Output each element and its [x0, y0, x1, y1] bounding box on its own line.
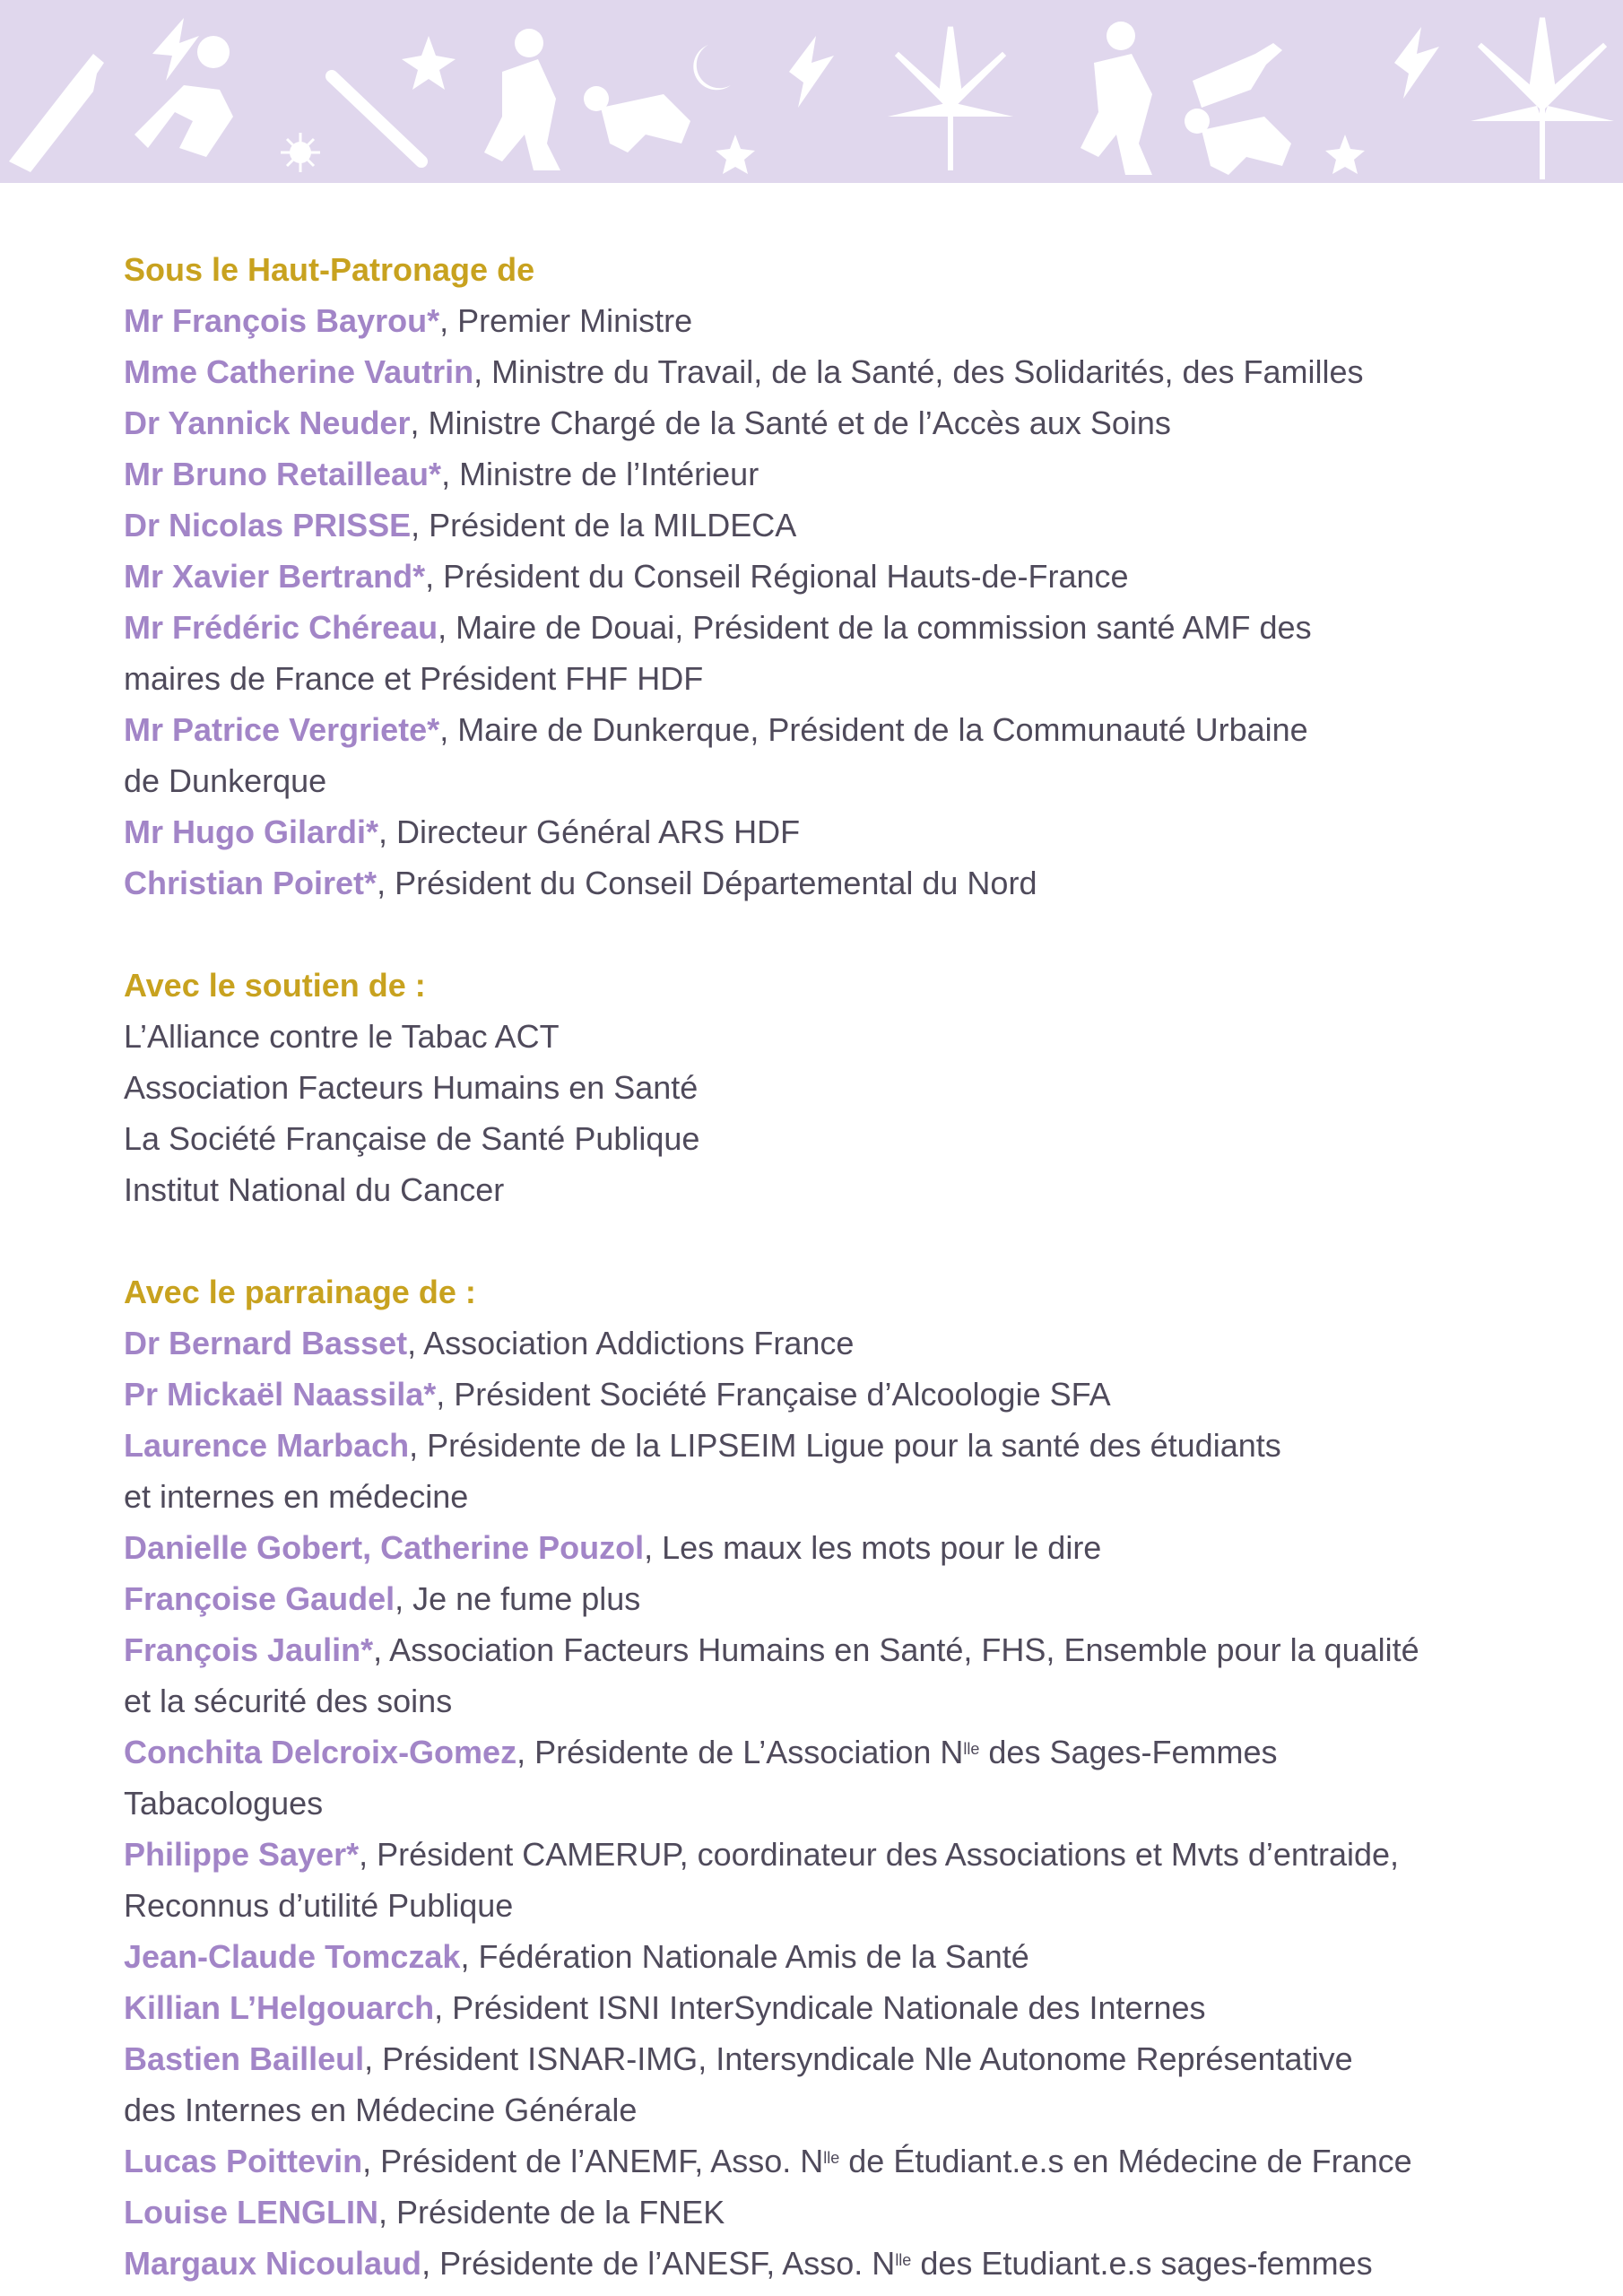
person-name: Mr Xavier Bertrand* — [124, 558, 426, 595]
person-role: , Présidente de l’ANESF, Asso. N — [421, 2245, 896, 2282]
entry-parrainage-14 — [124, 2238, 1523, 2289]
supporter-name: Institut National du Cancer — [124, 1171, 505, 1208]
entry-parrainage-13 — [124, 2187, 1523, 2238]
person-name: Killian L’Helgouarch — [124, 1989, 435, 2026]
person-role: , Président de l’ANEMF, Asso. N — [362, 2143, 824, 2179]
entry-patronage-3 — [124, 397, 1523, 448]
person-name: Bastien Bailleul — [124, 2040, 365, 2077]
supporter-3 — [124, 1113, 1523, 1164]
entry-parrainage-9 — [124, 1931, 1523, 1982]
person-role-continued: et internes en médecine — [124, 1478, 469, 1515]
entry-parrainage-6 — [124, 1624, 1523, 1726]
person-role: , Présidente de la FNEK — [378, 2194, 725, 2231]
superscript-nationale: lle — [823, 2149, 840, 2167]
entry-parrainage-2 — [124, 1369, 1523, 1420]
person-role-end: des Etudiant.e.s sages-femmes — [911, 2245, 1373, 2282]
decorative-banner — [0, 0, 1623, 183]
entry-patronage-9 — [124, 806, 1523, 857]
person-role-continued: maires de France et Président FHF HDF — [124, 660, 704, 697]
supporter-name: L’Alliance contre le Tabac ACT — [124, 1018, 560, 1055]
person-name: Danielle Gobert, Catherine Pouzol — [124, 1529, 645, 1566]
person-role: , Président ISNI InterSyndicale Nationale des Internes — [434, 1989, 1206, 2026]
person-role-continued: Reconnus d’utilité Publique — [124, 1887, 514, 1924]
person-role-end: de Étudiant.e.s en Médecine de France — [839, 2143, 1412, 2179]
person-role: , Ministre Chargé de la Santé et de l’Accès aux Soins — [410, 404, 1171, 441]
entry-parrainage-10 — [124, 1982, 1523, 2033]
person-name: Mr Frédéric Chéreau — [124, 609, 438, 646]
entry-parrainage-12 — [124, 2135, 1523, 2187]
entry-parrainage-1 — [124, 1318, 1523, 1369]
superscript-nationale: lle — [963, 1740, 980, 1758]
person-role: , Maire de Douai, Président de la commission santé AMF des — [438, 609, 1312, 646]
entry-patronage-7 — [124, 602, 1523, 704]
banner-illustration — [0, 0, 1623, 183]
person-name: Mr Bruno Retailleau* — [124, 456, 442, 492]
supporter-4 — [124, 1164, 1523, 1215]
person-role: , Association Addictions France — [407, 1325, 855, 1361]
entry-patronage-5 — [124, 500, 1523, 551]
section-title-soutien: Avec le soutien de : — [124, 967, 426, 1004]
person-role: , Directeur Général ARS HDF — [378, 813, 801, 850]
superscript-nationale: lle — [895, 2251, 912, 2269]
person-role: , Présidente de la LIPSEIM Ligue pour la santé des étudiants — [409, 1427, 1281, 1464]
entry-parrainage-4 — [124, 1522, 1523, 1573]
person-role-end: des Sages-Femmes — [979, 1734, 1278, 1770]
person-role: , Présidente de L’Association N — [516, 1734, 964, 1770]
person-name: Mr François Bayrou* — [124, 302, 440, 339]
banner-background — [0, 0, 1623, 183]
person-role-continued: Tabacologues — [124, 1785, 324, 1822]
person-name: Christian Poiret* — [124, 865, 378, 901]
person-role: , Président du Conseil Régional Hauts-de-France — [425, 558, 1129, 595]
person-name: Mr Hugo Gilardi* — [124, 813, 379, 850]
person-name: Lucas Poittevin — [124, 2143, 363, 2179]
person-name: Louise LENGLIN — [124, 2194, 379, 2231]
person-role: , Association Facteurs Humains en Santé, FHS, Ensemble pour la qualité — [373, 1631, 1419, 1668]
person-role: , Président du Conseil Départemental du Nord — [377, 865, 1037, 901]
section-spacer — [124, 909, 1523, 960]
person-role: , Ministre de l’Intérieur — [441, 456, 759, 492]
person-name: Conchita Delcroix-Gomez — [124, 1734, 517, 1770]
entry-patronage-6 — [124, 551, 1523, 602]
section-spacer — [124, 1215, 1523, 1266]
person-role: , Président de la MILDECA — [411, 507, 797, 544]
person-role: , Les maux les mots pour le dire — [644, 1529, 1102, 1566]
person-role-continued: de Dunkerque — [124, 762, 327, 799]
person-name: Pr Mickaël Naassila* — [124, 1376, 437, 1413]
supporter-name: Association Facteurs Humains en Santé — [124, 1069, 699, 1106]
entry-patronage-1 — [124, 295, 1523, 346]
entry-parrainage-11 — [124, 2033, 1523, 2135]
section-title-parrainage: Avec le parrainage de : — [124, 1274, 476, 1310]
person-name: François Jaulin* — [124, 1631, 374, 1668]
entry-patronage-2 — [124, 346, 1523, 397]
person-role-continued: des Internes en Médecine Générale — [124, 2092, 638, 2128]
person-role: , Je ne fume plus — [395, 1580, 641, 1617]
person-name: Dr Bernard Basset — [124, 1325, 408, 1361]
supporter-2 — [124, 1062, 1523, 1113]
person-name: Laurence Marbach — [124, 1427, 410, 1464]
person-name: Mr Patrice Vergriete* — [124, 711, 440, 748]
person-role-continued: et la sécurité des soins — [124, 1683, 453, 1719]
person-name: Françoise Gaudel — [124, 1580, 395, 1617]
supporter-name: La Société Française de Santé Publique — [124, 1120, 700, 1157]
person-role: , Président CAMERUP, coordinateur des Associations et Mvts d’entraide, — [359, 1836, 1400, 1873]
person-name: Mme Catherine Vautrin — [124, 353, 474, 390]
section-title-patronage: Sous le Haut-Patronage de — [124, 251, 535, 288]
content — [124, 244, 1523, 2289]
person-role: , Président Société Française d’Alcoologie SFA — [436, 1376, 1111, 1413]
person-name: Philippe Sayer* — [124, 1836, 360, 1873]
person-name: Dr Yannick Neuder — [124, 404, 411, 441]
person-role: , Fédération Nationale Amis de la Santé — [460, 1938, 1029, 1975]
entry-parrainage-5 — [124, 1573, 1523, 1624]
person-name: Margaux Nicoulaud — [124, 2245, 422, 2282]
entry-patronage-10 — [124, 857, 1523, 909]
person-name: Dr Nicolas PRISSE — [124, 507, 412, 544]
entry-parrainage-7 — [124, 1726, 1523, 1829]
person-role: , Président ISNAR-IMG, Intersyndicale Nle Autonome Représentative — [364, 2040, 1353, 2077]
entry-parrainage-3 — [124, 1420, 1523, 1522]
entry-patronage-4 — [124, 448, 1523, 500]
entry-patronage-8 — [124, 704, 1523, 806]
entry-parrainage-8 — [124, 1829, 1523, 1931]
person-name: Jean-Claude Tomczak — [124, 1938, 461, 1975]
person-role: , Premier Ministre — [439, 302, 693, 339]
supporter-1 — [124, 1011, 1523, 1062]
person-role: , Ministre du Travail, de la Santé, des Solidarités, des Familles — [473, 353, 1364, 390]
person-role: , Maire de Dunkerque, Président de la Communauté Urbaine — [439, 711, 1308, 748]
